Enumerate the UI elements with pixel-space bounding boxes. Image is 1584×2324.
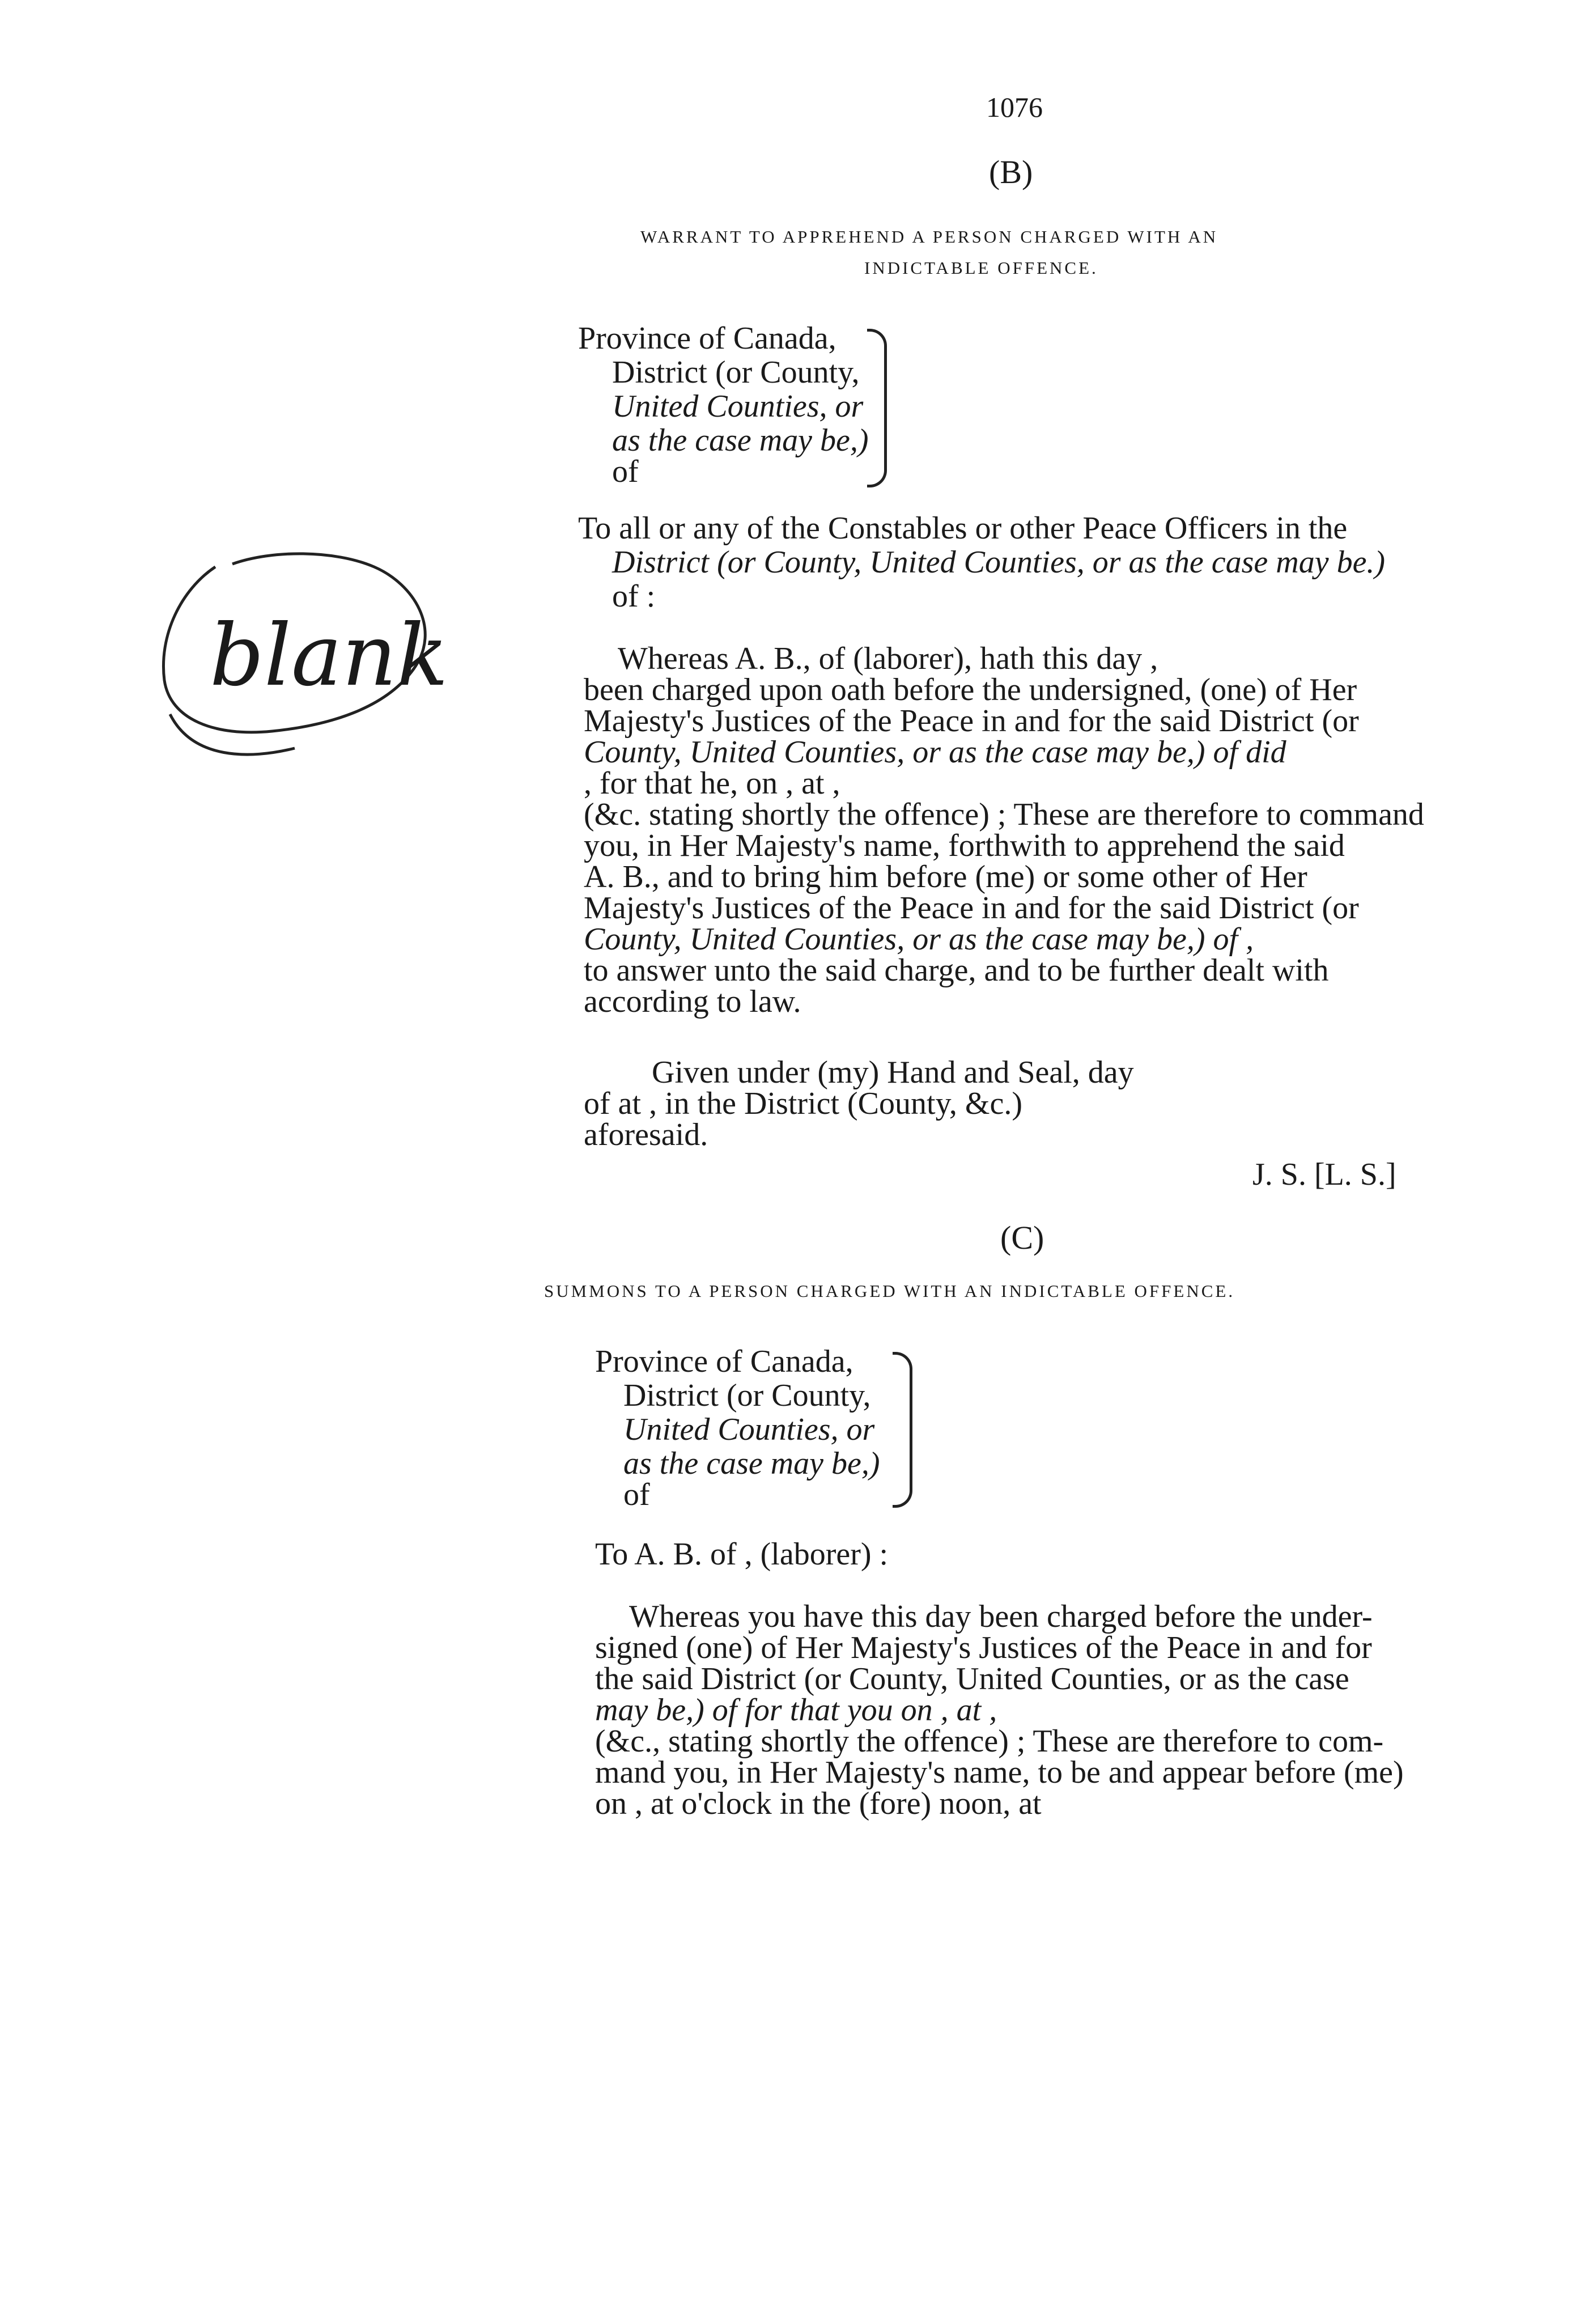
section-c-label: (C) — [1000, 1219, 1044, 1256]
venue-line: as the case may be,) — [623, 1446, 880, 1481]
body-line: to answer unto the said charge, and to be further dealt with — [584, 953, 1329, 988]
venue-brace — [867, 329, 887, 487]
body-line: on , at o'clock in the (fore) noon, at — [595, 1786, 1042, 1821]
body-line: mand you, in Her Majesty's name, to be and appear before (me) — [595, 1755, 1404, 1790]
venue-line: Province of Canada, — [595, 1344, 853, 1379]
body-line: Majesty's Justices of the Peace in and for the said District (or — [584, 890, 1359, 926]
to-line: To A. B. of , (laborer) : — [595, 1537, 889, 1572]
page-number: 1076 — [986, 91, 1043, 123]
given-line: Given under (my) Hand and Seal, day — [652, 1055, 1134, 1090]
venue-line: as the case may be,) — [612, 423, 869, 458]
body-line: County, United Counties, or as the case may be,) of , — [584, 922, 1254, 957]
section-c-title: SUMMONS TO A PERSON CHARGED WITH AN INDICTABLE OFFENCE. — [544, 1281, 1235, 1301]
venue-line: District (or County, — [612, 355, 860, 390]
venue-line: United Counties, or — [612, 389, 864, 424]
body-line: County, United Counties, or as the case may be,) of did — [584, 735, 1286, 770]
venue-line: United Counties, or — [623, 1412, 875, 1447]
address-line: of : — [612, 579, 656, 614]
body-line: Whereas you have this day been charged before the under- — [629, 1599, 1373, 1634]
body-line: been charged upon oath before the undersigned, (one) of Her — [584, 672, 1357, 707]
venue-line: of — [623, 1477, 650, 1512]
body-line: Whereas A. B., of (laborer), hath this day , — [618, 641, 1158, 676]
address-line: To all or any of the Constables or other Peace Officers in the — [578, 511, 1348, 546]
body-line: Majesty's Justices of the Peace in and for the said District (or — [584, 703, 1359, 739]
body-line: the said District (or County, United Counties, or as the case — [595, 1661, 1349, 1697]
given-line: of at , in the District (County, &c.) — [584, 1086, 1022, 1121]
body-line: may be,) of for that you on , at , — [595, 1693, 997, 1728]
body-line: , for that he, on , at , — [584, 766, 840, 801]
venue-brace — [893, 1352, 912, 1508]
signature: J. S. [L. S.] — [1252, 1157, 1396, 1192]
section-b-title-line1: WARRANT TO APPREHEND A PERSON CHARGED WITH AN — [640, 227, 1218, 247]
body-line: signed (one) of Her Majesty's Justices of the Peace in and for — [595, 1630, 1372, 1665]
given-line: aforesaid. — [584, 1117, 708, 1152]
body-line: according to law. — [584, 984, 801, 1019]
venue-line: District (or County, — [623, 1378, 871, 1413]
body-line: A. B., and to bring him before (me) or some other of Her — [584, 859, 1307, 894]
margin-note-text: blank — [210, 607, 448, 705]
section-b-label: (B) — [989, 154, 1033, 190]
body-line: you, in Her Majesty's name, forthwith to apprehend the said — [584, 828, 1345, 863]
venue-line: Province of Canada, — [578, 321, 836, 356]
body-line: (&c., stating shortly the offence) ; These are therefore to com- — [595, 1724, 1384, 1759]
venue-line: of — [612, 454, 639, 489]
body-line: (&c. stating shortly the offence) ; These are therefore to command — [584, 797, 1424, 832]
handwritten-margin-note — [147, 544, 465, 782]
section-b-title-line2: INDICTABLE OFFENCE. — [864, 258, 1098, 278]
address-line: District (or County, United Counties, or as the case may be.) — [612, 545, 1386, 580]
